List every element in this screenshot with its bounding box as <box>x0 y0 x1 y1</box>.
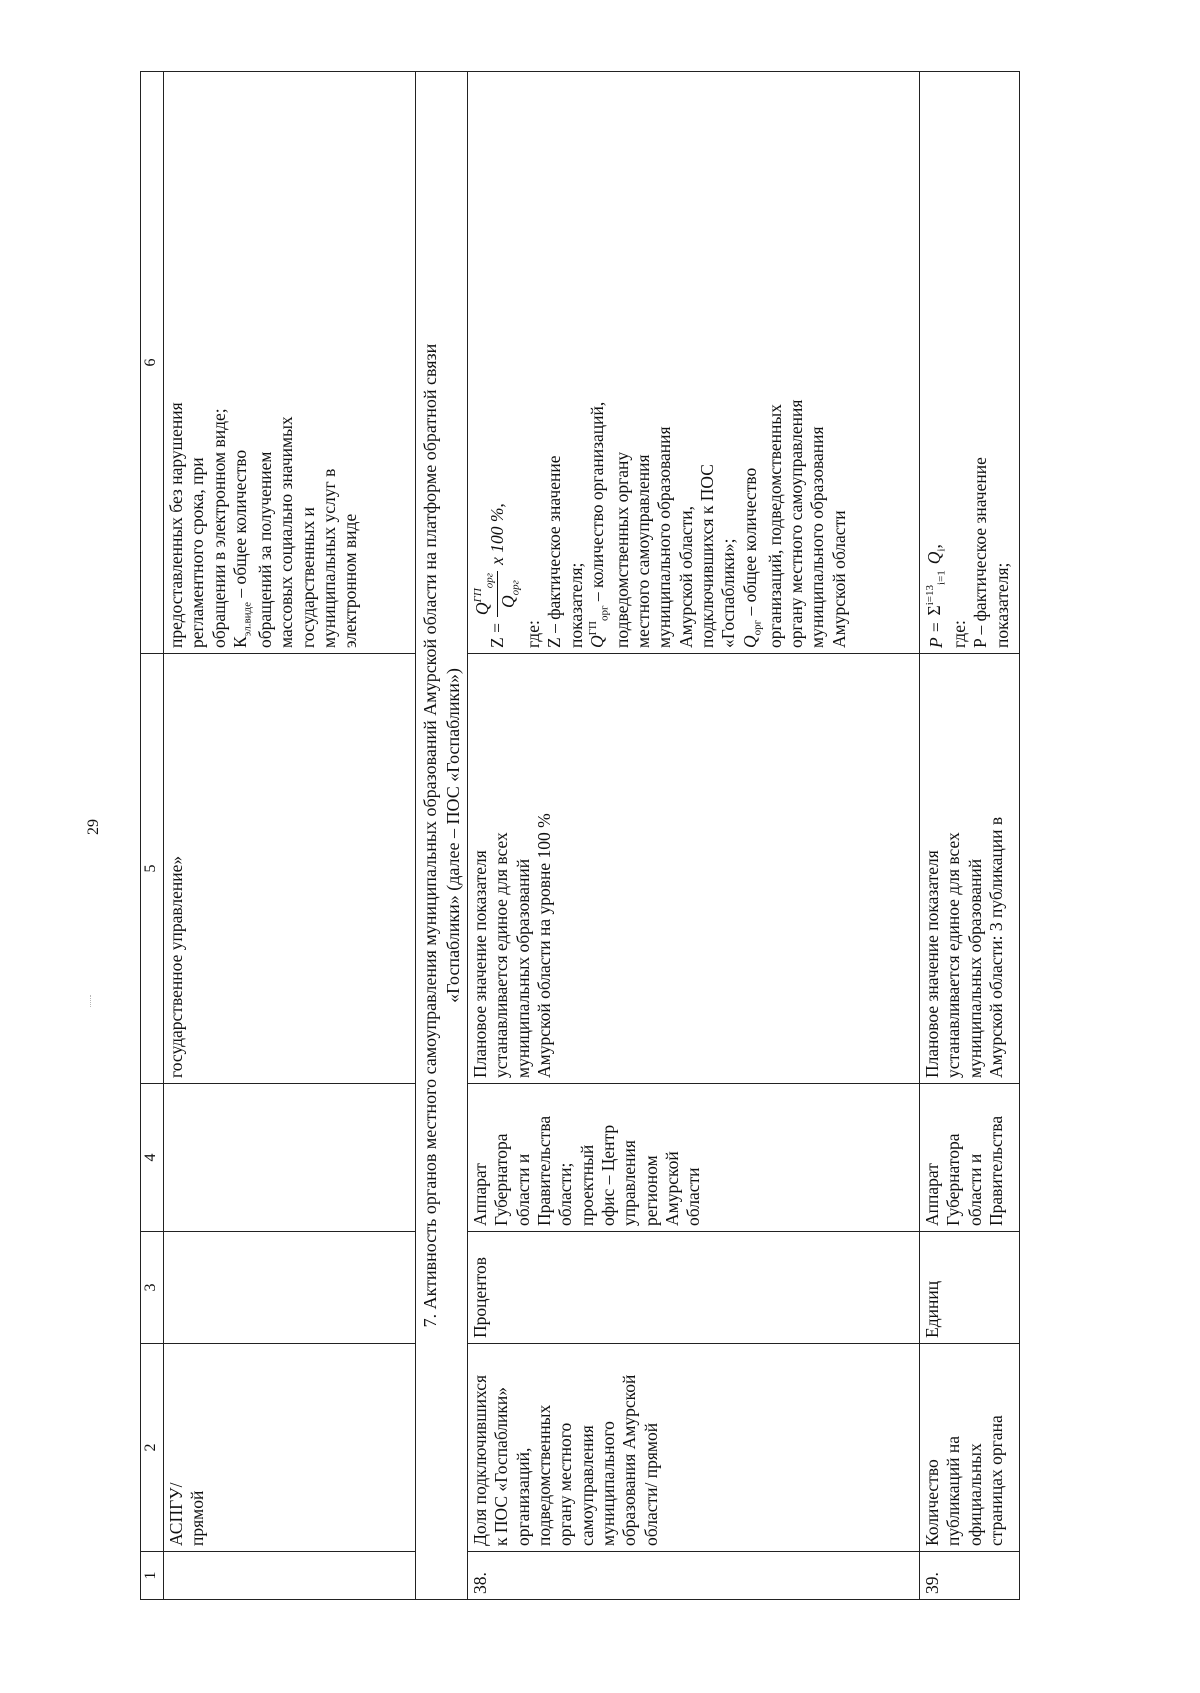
cell-plan: государственное управление» <box>164 654 416 1084</box>
header-cell: 2 <box>141 1344 164 1552</box>
cell-num: 39. <box>920 1552 1020 1600</box>
cell-indicator: Доля подключившихся к ПОС «Госпаблики» организаций, подведомственных органу местного самоуправления муниципального образования Амурской области/ прямой <box>468 1344 920 1552</box>
cell-num <box>164 1552 416 1600</box>
cell-responsible: Аппарат Губернатора области и Правительства области; проектный офис – Центр управления регионом Амурской области <box>468 1084 920 1232</box>
header-cell: 6 <box>141 72 164 654</box>
header-cell: 3 <box>141 1232 164 1344</box>
cell-method: предоставленных без нарушения регламентного срока, при обращении в электронном виде; $К_{эл.виде}$ – общее количество обращений за получением массовых социально значимых государственных и муниципальных услуг в электронном виде <box>164 72 416 654</box>
cell-unit: Единиц <box>920 1232 1020 1344</box>
scan-speck <box>90 995 94 1007</box>
header-cell: 1 <box>141 1552 164 1600</box>
cell-unit <box>164 1232 416 1344</box>
cell-plan: Плановое значение показателя устанавливается единое для всех муниципальных образований Амурской области: 3 публикации в <box>920 654 1020 1084</box>
rotated-table-container <box>140 72 1012 1600</box>
indicator-table <box>140 71 1020 1600</box>
formula-z: Z = $Q^{ГП}_{орг}$ $Q_{орг}$ x 100 %, <box>472 503 522 648</box>
cell-measure-type: АСПГУ/ прямой <box>164 1344 416 1552</box>
table-row-38 <box>468 72 920 1600</box>
cell-unit: Процентов <box>468 1232 920 1344</box>
table-row-39 <box>920 72 1020 1600</box>
formula-p: P = $\Sigma^{i=13}_{i=1}$ $Q_i$, <box>924 544 948 648</box>
cell-responsible: Аппарат Губернатора области и Правительства <box>920 1084 1020 1232</box>
cell-method: Z = $Q^{ГП}_{орг}$ $Q_{орг}$ x 100 %, где: Z – фактическое значение показателя; $Q^{ГП}_{орг}$ – количество организаций, подведомственных органу местного самоуправления муниципального образования Амурской области, подключившихся к ПОС «Госпаблики»; $Q_{орг}$ – общее количество организаций, подведомственных органу местного самоуправления муниципального образования Амурской области <box>468 72 920 654</box>
fraction: $Q^{ГП}_{орг}$ $Q_{орг}$ <box>472 572 522 616</box>
cell-method: P = $\Sigma^{i=13}_{i=1}$ $Q_i$, где: P – фактическое значение показателя; <box>920 72 1020 654</box>
section-heading: 7. Активность органов местного самоуправления муниципальных образований Амурской области на платформе обратной связи «Госпаблики» (далее – ПОС «Госпаблики») <box>416 72 468 1600</box>
header-cell: 4 <box>141 1084 164 1232</box>
cell-num: 38. <box>468 1552 920 1600</box>
table-row-continued <box>164 72 416 1600</box>
page-number: 29 <box>85 819 102 835</box>
section-heading-row <box>416 72 468 1600</box>
cell-indicator: Количество публикаций на официальных страницах органа <box>920 1344 1020 1552</box>
header-cell: 5 <box>141 654 164 1084</box>
table-header-row <box>141 72 164 1600</box>
cell-responsible <box>164 1084 416 1232</box>
cell-plan: Плановое значение показателя устанавливается единое для всех муниципальных образований Амурской области на уровне 100 % <box>468 654 920 1084</box>
